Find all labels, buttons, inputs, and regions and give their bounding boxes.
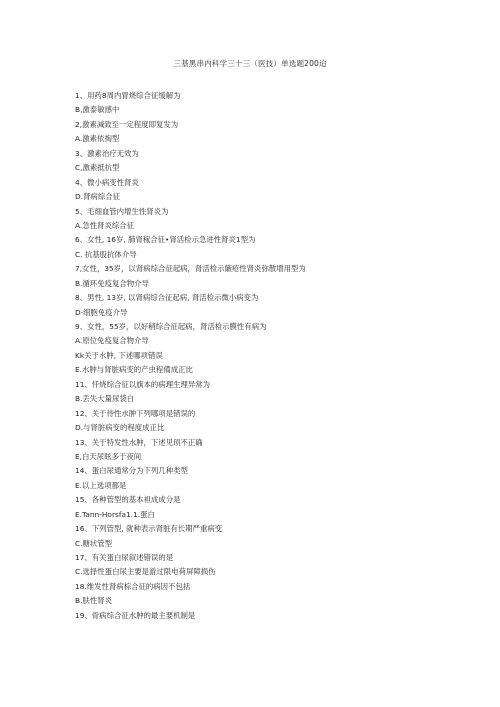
question-line: 16、下列管型, 就种表示肾脏有长期严重病变 xyxy=(75,524,223,534)
question-line: 12、关于侍性水肿下列哪项是错误的 xyxy=(75,408,196,418)
answer-line: D·细胞免疫介导 xyxy=(75,307,128,317)
question-line: 1、用药8周内胃烧综合征缓解为 xyxy=(75,91,181,100)
question-line: 6、女性, 16岁, 肺肾稼合征•肾活检示急进性肾炎1型为 xyxy=(75,235,256,245)
question-line: 14、蛋白尿通常分为下列几种类型 xyxy=(75,466,188,476)
answer-line: E.Tann-Horsfa1.1.蛋白 xyxy=(75,509,155,519)
answer-line: B.循环免疫复合物介导 xyxy=(75,278,149,288)
answer-line: B.肤性肾炎 xyxy=(75,596,112,606)
answer-line: A.激素依掏型 xyxy=(75,134,120,144)
answer-line: A.急性肾炎综合征 xyxy=(75,220,135,230)
question-line: Kk关于水肿, 下述哪项错误 xyxy=(75,350,163,360)
answer-line: C.选择性蛋白尿主要是游过限电荷屏障损伤 xyxy=(75,567,216,577)
answer-line: E,白天尿眩多于夜间 xyxy=(75,451,142,461)
answer-line: E.水肿与肾脏病变的产虫程備成正比 xyxy=(75,365,193,375)
question-line: 4、微小病变性肾炎 xyxy=(75,177,139,187)
document-title: 三基黑串内科学三十三（医技）单选题200迨 xyxy=(173,59,327,68)
question-line: 7,女性，35岁，以肾病综合征起病，肾活检示簸疮性肾炎弥散增用型为 xyxy=(75,264,306,274)
question-line: 9、女性，55岁，以好稍综合征起病，肾活检示膜性有病为 xyxy=(75,322,267,331)
question-line: 2,激素减致至一定程度即复发为 xyxy=(75,119,179,129)
question-line: 18.维发性肾病棕合征的病因不包括 xyxy=(75,581,191,591)
question-line: 13、关于特发性水肿，下述见顼不正确 xyxy=(75,437,203,447)
question-line: 3、激素治疗无效为 xyxy=(75,148,139,158)
answer-line: D.与肾脏病变的程度成正比 xyxy=(75,423,165,433)
question-line: 8、男性, 13岁, 以肾病综合征起病, 肾活检示微小病变为 xyxy=(75,293,259,303)
question-line: 11、忏烧综合征以旗本的病理生理异常为 xyxy=(75,379,211,389)
answer-line: E.以上选项都是 xyxy=(75,480,127,490)
answer-line: D.肾病综合征 xyxy=(75,192,120,202)
question-line: 15、各种管型的基本袒成成分是 xyxy=(75,495,181,505)
question-list xyxy=(75,89,500,623)
question-line: 5、毛细血管内增生性肾炎为 xyxy=(75,206,169,216)
question-line: 19、骨病综合征水肿的最主要机制是 xyxy=(75,610,196,620)
answer-line: C.糖状管型 xyxy=(75,538,113,548)
answer-line: B,激泰敏感中 xyxy=(75,105,120,115)
question-line: 17、有关蛋白尿叙述错误的是 xyxy=(75,553,174,562)
answer-line: C,激素抵抗型 xyxy=(75,163,120,173)
answer-line: A.原位免疫复合物介导 xyxy=(75,336,149,346)
answer-line: B.丢失大量尿袋白 xyxy=(75,394,135,404)
answer-line: C. 抗基股抗体介导 xyxy=(75,249,137,259)
